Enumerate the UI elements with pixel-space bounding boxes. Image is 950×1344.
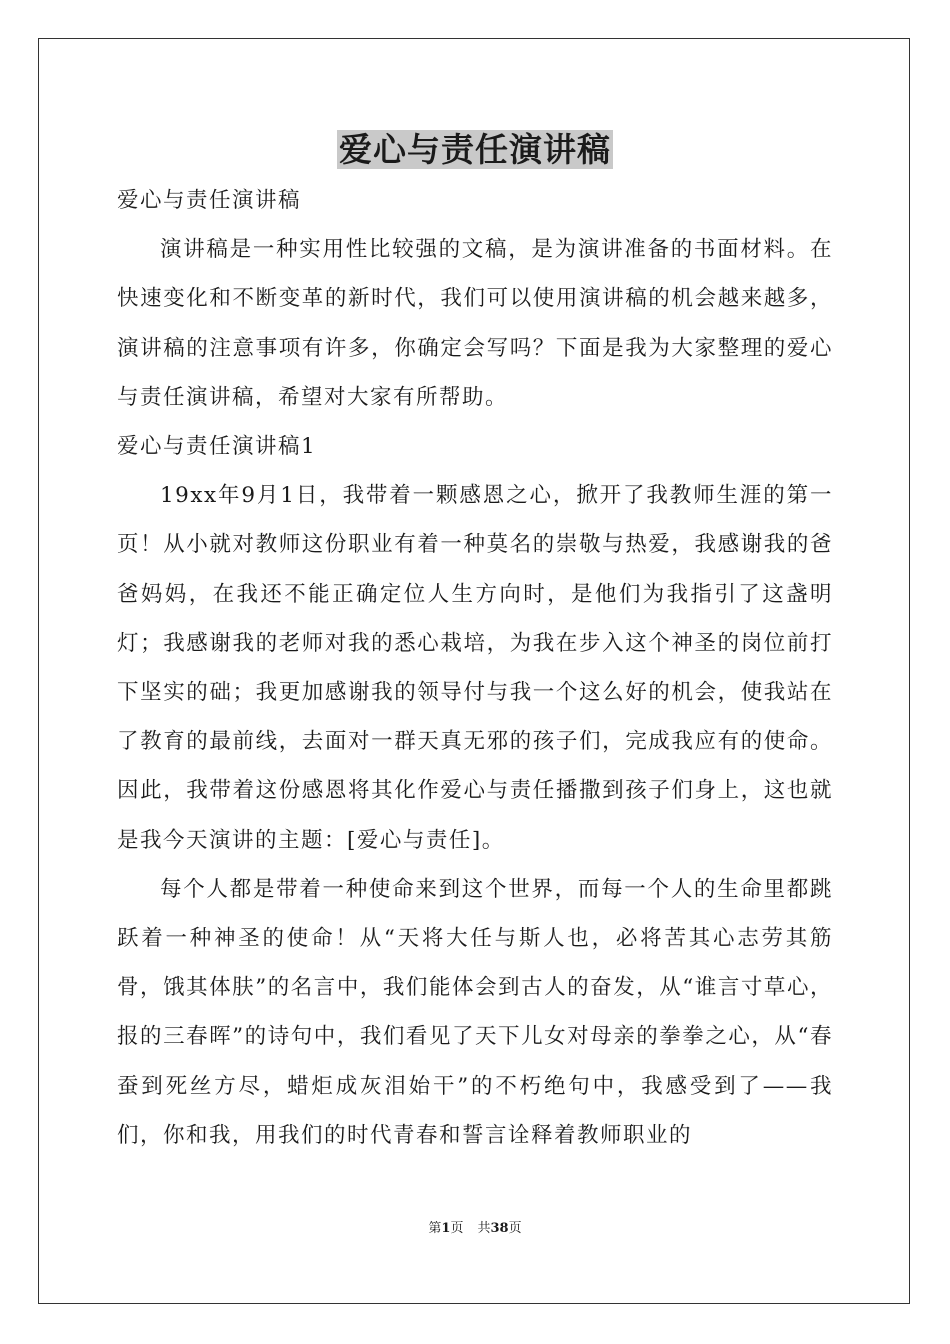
body-paragraph: 19xx年9月1日，我带着一颗感恩之心，掀开了我教师生涯的第一页！从小就对教师这份职业有着一种莫名的崇敬与热爱，我感谢我的爸爸妈妈，在我还不能正确定位人生方向时，是他们为我指引了这盏明灯；我感谢我的老师对我的悉心栽培，为我在步入这个神圣的岗位前打下坚实的础；我更加感谢我的领导付与我一个这么好的机会，使我站在了教育的最前线，去面对一群天真无邪的孩子们，完成我应有的使命。因此，我带着这份感恩将其化作爱心与责任播撒到孩子们身上，这也就是我今天演讲的主题：[爱心与责任]。 (117, 483, 833, 853)
document-title (0, 128, 950, 172)
document-title-text: 爱心与责任演讲稿 (339, 130, 611, 169)
intro-paragraph: 演讲稿是一种实用性比较强的文稿，是为演讲准备的书面材料。在快速变化和不断变革的新时代，我们可以使用演讲稿的机会越来越多，演讲稿的注意事项有许多，你确定会写吗？下面是我为大家整理的爱心与责任演讲稿，希望对大家有所帮助。 (117, 237, 833, 410)
total-suffix: 页 (508, 1221, 522, 1236)
page-suffix: 页 (450, 1221, 464, 1236)
total-page-count: 38 (490, 1221, 509, 1236)
page-prefix: 第 (428, 1221, 442, 1236)
document-body (117, 176, 833, 1160)
current-page-number: 1 (441, 1221, 451, 1236)
total-prefix: 共 (477, 1221, 491, 1236)
page-footer (0, 1220, 950, 1238)
section-heading: 爱心与责任演讲稿1 (117, 434, 317, 460)
subtitle-paragraph: 爱心与责任演讲稿 (117, 188, 302, 213)
body-paragraph: 每个人都是带着一种使命来到这个世界，而每一个人的生命里都跳跃着一种神圣的使命！从“天将大任与斯人也，必将苦其心志劳其筋骨，饿其体肤”的名言中，我们能体会到古人的奋发，从“谁言寸草心，报的三春晖”的诗句中，我们看见了天下儿女对母亲的拳拳之心，从“春蚕到死丝方尽，蜡炬成灰泪始干”的不朽绝句中，我感受到了——我们，你和我，用我们的时代青春和誓言诠释着教师职业的 (117, 876, 833, 1148)
